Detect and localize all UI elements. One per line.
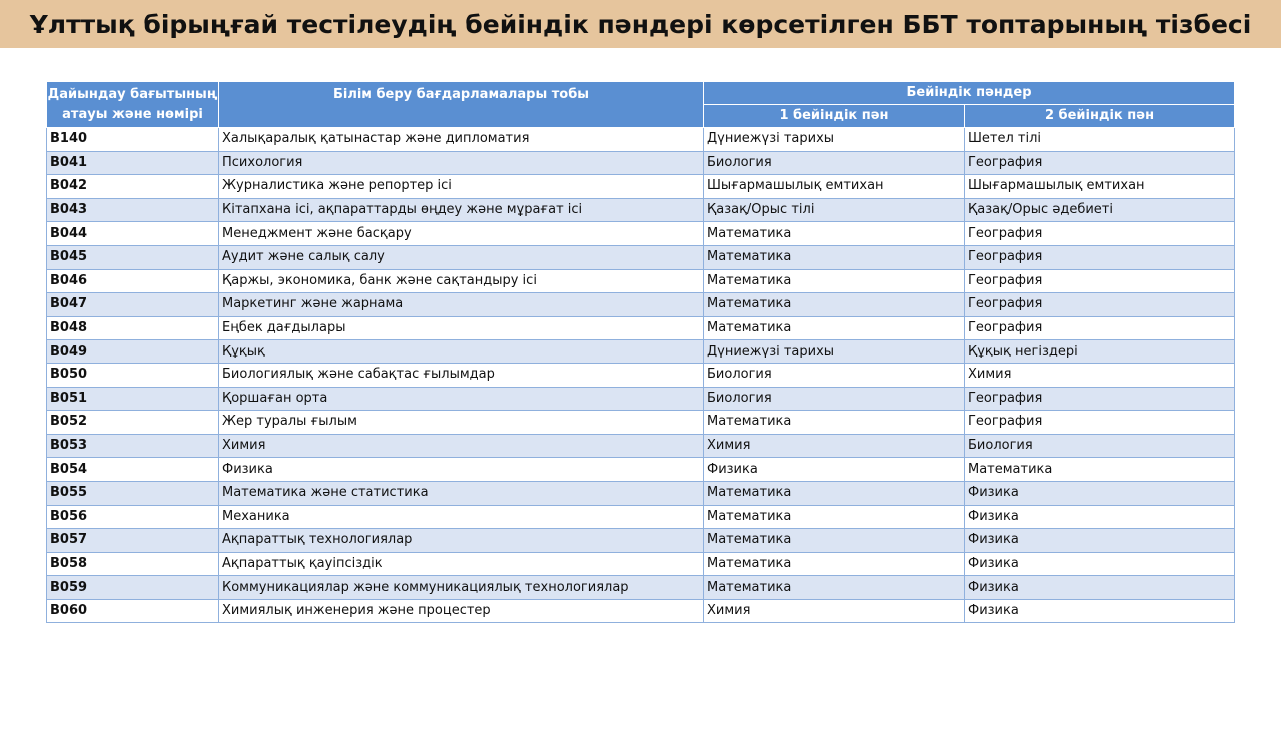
row-program: Биологиялық және сабақтас ғылымдар (219, 363, 704, 387)
row-code: B060 (47, 599, 219, 623)
row-code: B043 (47, 198, 219, 222)
header-code (47, 82, 219, 128)
row-subject2: География (965, 293, 1235, 317)
row-code: B053 (47, 434, 219, 458)
row-code: B042 (47, 175, 219, 199)
row-code: B054 (47, 458, 219, 482)
row-program: Қоршаған орта (219, 387, 704, 411)
row-code: B055 (47, 481, 219, 505)
header-subject1: 1 бейіндік пән (704, 105, 965, 128)
row-subject2: Физика (965, 552, 1235, 576)
row-code: B049 (47, 340, 219, 364)
row-subject2: География (965, 222, 1235, 246)
row-subject1: Шығармашылық емтихан (704, 175, 965, 199)
row-subject2: Физика (965, 529, 1235, 553)
row-subject2: Химия (965, 363, 1235, 387)
row-subject2: Биология (965, 434, 1235, 458)
row-subject1: Биология (704, 151, 965, 175)
page-title: Ұлттық бірыңғай тестілеудің бейіндік пәндері көрсетілген ББТ топтарының тізбесі (29, 9, 1252, 39)
row-program: Математика және статистика (219, 481, 704, 505)
row-subject1: Химия (704, 434, 965, 458)
table-row (47, 387, 1235, 411)
row-program: Физика (219, 458, 704, 482)
row-code: B140 (47, 128, 219, 152)
row-program: Журналистика және репортер ісі (219, 175, 704, 199)
table-row (47, 175, 1235, 199)
row-subject1: Математика (704, 269, 965, 293)
row-program: Маркетинг және жарнама (219, 293, 704, 317)
table-row (47, 222, 1235, 246)
row-program: Менеджмент және басқару (219, 222, 704, 246)
table-row (47, 269, 1235, 293)
row-subject2: Қазақ/Орыс әдебиеті (965, 198, 1235, 222)
row-program: Еңбек дағдылары (219, 316, 704, 340)
row-program: Құқық (219, 340, 704, 364)
row-subject1: Математика (704, 222, 965, 246)
row-code: B056 (47, 505, 219, 529)
table-row (47, 529, 1235, 553)
table-row (47, 505, 1235, 529)
row-program: Қаржы, экономика, банк және сақтандыру ісі (219, 269, 704, 293)
table-row (47, 434, 1235, 458)
table-row (47, 245, 1235, 269)
row-program: Химиялық инженерия және процестер (219, 599, 704, 623)
row-subject2: Физика (965, 599, 1235, 623)
row-subject1: Математика (704, 529, 965, 553)
header-program-group: Білім беру бағдарламалары тобы (219, 82, 704, 128)
table-body (47, 128, 1235, 623)
table-row (47, 599, 1235, 623)
row-subject2: География (965, 269, 1235, 293)
row-code: B048 (47, 316, 219, 340)
row-code: B051 (47, 387, 219, 411)
table-row (47, 552, 1235, 576)
row-subject1: Дүниежүзі тарихы (704, 128, 965, 152)
title-bar (0, 0, 1281, 48)
row-code: B057 (47, 529, 219, 553)
row-subject2: Құқық негіздері (965, 340, 1235, 364)
row-subject2: Физика (965, 481, 1235, 505)
table-row (47, 411, 1235, 435)
table-row (47, 128, 1235, 152)
row-subject1: Математика (704, 576, 965, 600)
row-code: B041 (47, 151, 219, 175)
row-program: Халықаралық қатынастар және дипломатия (219, 128, 704, 152)
row-subject2: Физика (965, 576, 1235, 600)
row-subject1: Қазақ/Орыс тілі (704, 198, 965, 222)
table-row (47, 316, 1235, 340)
row-subject1: Биология (704, 387, 965, 411)
row-subject2: География (965, 245, 1235, 269)
row-subject2: Шетел тілі (965, 128, 1235, 152)
table-row (47, 576, 1235, 600)
row-code: B059 (47, 576, 219, 600)
row-code: B044 (47, 222, 219, 246)
row-subject1: Математика (704, 316, 965, 340)
row-subject1: Химия (704, 599, 965, 623)
row-code: B046 (47, 269, 219, 293)
row-subject1: Математика (704, 481, 965, 505)
row-program: Ақпараттық қауіпсіздік (219, 552, 704, 576)
row-subject2: География (965, 316, 1235, 340)
row-code: B047 (47, 293, 219, 317)
row-program: Химия (219, 434, 704, 458)
table-row (47, 481, 1235, 505)
row-program: Ақпараттық технологиялар (219, 529, 704, 553)
table-row (47, 293, 1235, 317)
row-code: B050 (47, 363, 219, 387)
row-subject1: Математика (704, 411, 965, 435)
header-subject2: 2 бейіндік пән (965, 105, 1235, 128)
row-subject1: Математика (704, 505, 965, 529)
row-program: Аудит және салық салу (219, 245, 704, 269)
row-subject1: Математика (704, 245, 965, 269)
row-subject2: Математика (965, 458, 1235, 482)
row-subject2: География (965, 411, 1235, 435)
row-code: B052 (47, 411, 219, 435)
row-subject2: Шығармашылық емтихан (965, 175, 1235, 199)
row-subject1: Биология (704, 363, 965, 387)
table-row (47, 363, 1235, 387)
row-program: Психология (219, 151, 704, 175)
table-row (47, 340, 1235, 364)
row-subject2: География (965, 151, 1235, 175)
row-subject2: Физика (965, 505, 1235, 529)
row-program: Механика (219, 505, 704, 529)
row-program: Коммуникациялар және коммуникациялық технологиялар (219, 576, 704, 600)
row-program: Кітапхана ісі, ақпараттарды өңдеу және мұрағат ісі (219, 198, 704, 222)
header-code-line2: атауы және нөмірі (62, 106, 203, 122)
table-row (47, 458, 1235, 482)
header-profile-subjects: Бейіндік пәндер (704, 82, 1235, 105)
row-subject1: Математика (704, 293, 965, 317)
row-subject1: Дүниежүзі тарихы (704, 340, 965, 364)
table-row (47, 151, 1235, 175)
row-subject1: Математика (704, 552, 965, 576)
row-subject1: Физика (704, 458, 965, 482)
table-row (47, 198, 1235, 222)
row-subject2: География (965, 387, 1235, 411)
subjects-table (46, 81, 1235, 623)
row-program: Жер туралы ғылым (219, 411, 704, 435)
row-code: B058 (47, 552, 219, 576)
header-code-line1: Дайындау бағытының (47, 86, 218, 102)
row-code: B045 (47, 245, 219, 269)
